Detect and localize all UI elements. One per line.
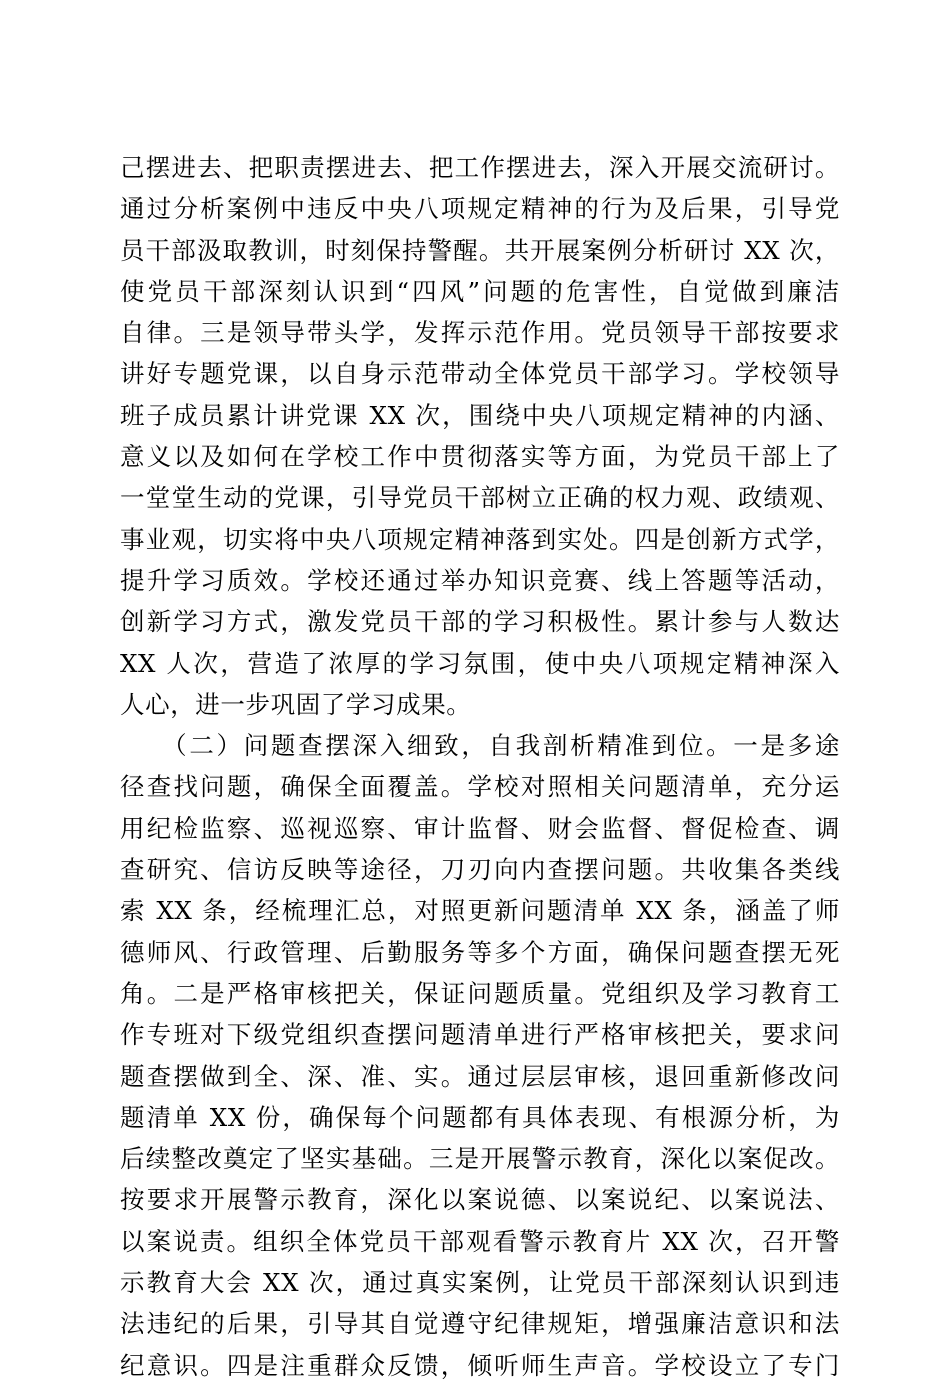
document-body xyxy=(120,147,840,1386)
text-line: 径查找问题，确保全面覆盖。学校对照相关问题清单，充分运 xyxy=(120,772,840,802)
text-line: 德师风、行政管理、后勤服务等多个方面，确保问题查摆无死 xyxy=(120,937,840,967)
text-line: 讲好专题党课，以自身示范带动全体党员干部学习。学校领导 xyxy=(120,359,840,389)
text-line: 班子成员累计讲党课 XX 次，围绕中央八项规定精神的内涵、 xyxy=(120,400,840,430)
text-line: 事业观，切实将中央八项规定精神落到实处。四是创新方式学， xyxy=(120,524,840,554)
text-line: 纪意识。四是注重群众反馈，倾听师生声音。学校设立了专门 xyxy=(120,1350,840,1380)
text-line: 以案说责。组织全体党员干部观看警示教育片 XX 次，召开警 xyxy=(120,1226,840,1256)
text-line: XX 人次，营造了浓厚的学习氛围，使中央八项规定精神深入 xyxy=(120,648,840,678)
text-line: 自律。三是领导带头学，发挥示范作用。党员领导干部按要求 xyxy=(120,318,840,348)
text-line: 作专班对下级党组织查摆问题清单进行严格审核把关，要求问 xyxy=(120,1020,840,1050)
text-line: 使党员干部深刻认识到“四风”问题的危害性，自觉做到廉洁 xyxy=(120,276,840,306)
text-line: 意义以及如何在学校工作中贯彻落实等方面，为党员干部上了 xyxy=(120,442,840,472)
section-heading-line: （二）问题查摆深入细致，自我剖析精准到位。一是多途 xyxy=(120,731,840,761)
text-line: 提升学习质效。学校还通过举办知识竞赛、线上答题等活动， xyxy=(120,565,840,595)
paragraph-end-line: 人心，进一步巩固了学习成果。 xyxy=(120,689,472,719)
text-line: 查研究、信访反映等途径，刀刃向内查摆问题。共收集各类线 xyxy=(120,855,840,885)
text-line: 用纪检监察、巡视巡察、审计监督、财会监督、督促检查、调 xyxy=(120,813,840,843)
text-line: 后续整改奠定了坚实基础。三是开展警示教育，深化以案促改。 xyxy=(120,1144,840,1174)
text-line: 法违纪的后果，引导其自觉遵守纪律规矩，增强廉洁意识和法 xyxy=(120,1309,840,1339)
text-line: 创新学习方式，激发党员干部的学习积极性。累计参与人数达 xyxy=(120,607,840,637)
text-line: 己摆进去、把职责摆进去、把工作摆进去，深入开展交流研讨。 xyxy=(120,153,840,182)
text-line: 题查摆做到全、深、准、实。通过层层审核，退回重新修改问 xyxy=(120,1061,840,1091)
text-line: 题清单 XX 份，确保每个问题都有具体表现、有根源分析，为 xyxy=(120,1102,840,1132)
text-line: 角。二是严格审核把关，保证问题质量。党组织及学习教育工 xyxy=(120,978,840,1008)
text-line: 按要求开展警示教育，深化以案说德、以案说纪、以案说法、 xyxy=(120,1185,840,1215)
text-line: 员干部汲取教训，时刻保持警醒。共开展案例分析研讨 XX 次， xyxy=(120,235,840,265)
text-line: 索 XX 条，经梳理汇总，对照更新问题清单 XX 条，涵盖了师 xyxy=(120,896,840,926)
text-line: 示教育大会 XX 次，通过真实案例，让党员干部深刻认识到违 xyxy=(120,1268,840,1298)
text-line: 一堂堂生动的党课，引导党员干部树立正确的权力观、政绩观、 xyxy=(120,483,840,513)
text-line: 通过分析案例中违反中央八项规定精神的行为及后果，引导党 xyxy=(120,194,840,224)
